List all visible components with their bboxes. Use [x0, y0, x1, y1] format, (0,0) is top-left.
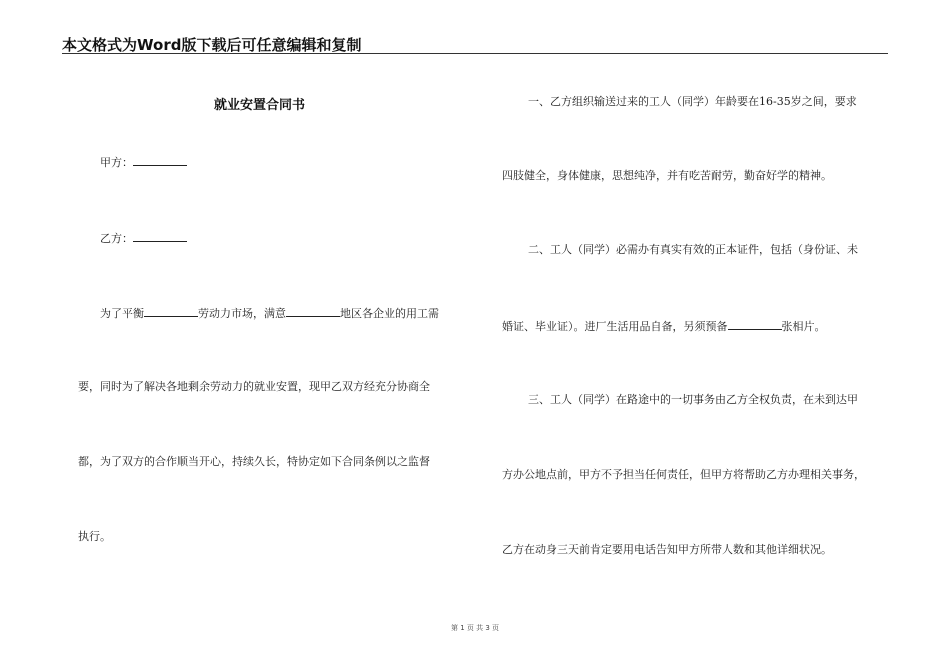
clause1-line-1: 一、乙方组织输送过来的工人（同学）年龄要在16-35岁之间，要求: [528, 95, 857, 108]
clause3-line-1: 三、工人（同学）在路途中的一切事务由乙方全权负责，在未到达甲: [528, 393, 858, 406]
clause2-text-a: 婚证、毕业证）。进厂生活用品自备，另须预备: [502, 320, 728, 333]
party-b-line: [100, 230, 187, 246]
clause3-line-3: 乙方在动身三天前肯定要用电话告知甲方所带人数和其他详细状况。: [502, 543, 832, 556]
intro-text-a: 为了平衡: [100, 307, 144, 320]
clause2-line-2: [502, 318, 826, 334]
intro-line-2: 要，同时为了解决各地剩余劳动力的就业安置，现甲乙双方经充分协商全: [78, 380, 430, 393]
clause2-text-b: 张相片。: [781, 320, 826, 333]
document-title: 就业安置合同书: [214, 98, 306, 113]
party-b-blank[interactable]: [133, 230, 187, 242]
party-b-label: 乙方：: [100, 232, 133, 245]
party-a-label: 甲方：: [100, 156, 133, 169]
intro-line-1: [100, 305, 439, 321]
page-number: 第 1 页 共 3 页: [450, 624, 500, 632]
document-banner: 本文格式为Word版下载后可任意编辑和复制: [62, 36, 362, 54]
photo-count-blank[interactable]: [728, 318, 782, 330]
clause3-line-2: 方办公地点前，甲方不予担当任何责任，但甲方将帮助乙方办理相关事务，: [502, 468, 865, 481]
party-a-line: [100, 154, 187, 170]
intro-line-3: 都，为了双方的合作顺当开心，持续久长，特协定如下合同条例以之监督: [78, 455, 430, 468]
intro-line-4: 执行。: [78, 530, 111, 543]
header-divider: [62, 53, 888, 54]
intro-blank-1[interactable]: [144, 305, 198, 317]
party-a-blank[interactable]: [133, 154, 187, 166]
clause2-line-1: 二、工人（同学）必需办有真实有效的正本证件，包括（身份证、未: [528, 243, 858, 256]
clause1-line-2: 四肢健全，身体健康，思想纯净，并有吃苦耐劳，勤奋好学的精神。: [502, 169, 832, 182]
intro-blank-2[interactable]: [286, 305, 340, 317]
intro-text-c: 地区各企业的用工需: [340, 307, 439, 320]
intro-text-b: 劳动力市场，满意: [198, 307, 286, 320]
